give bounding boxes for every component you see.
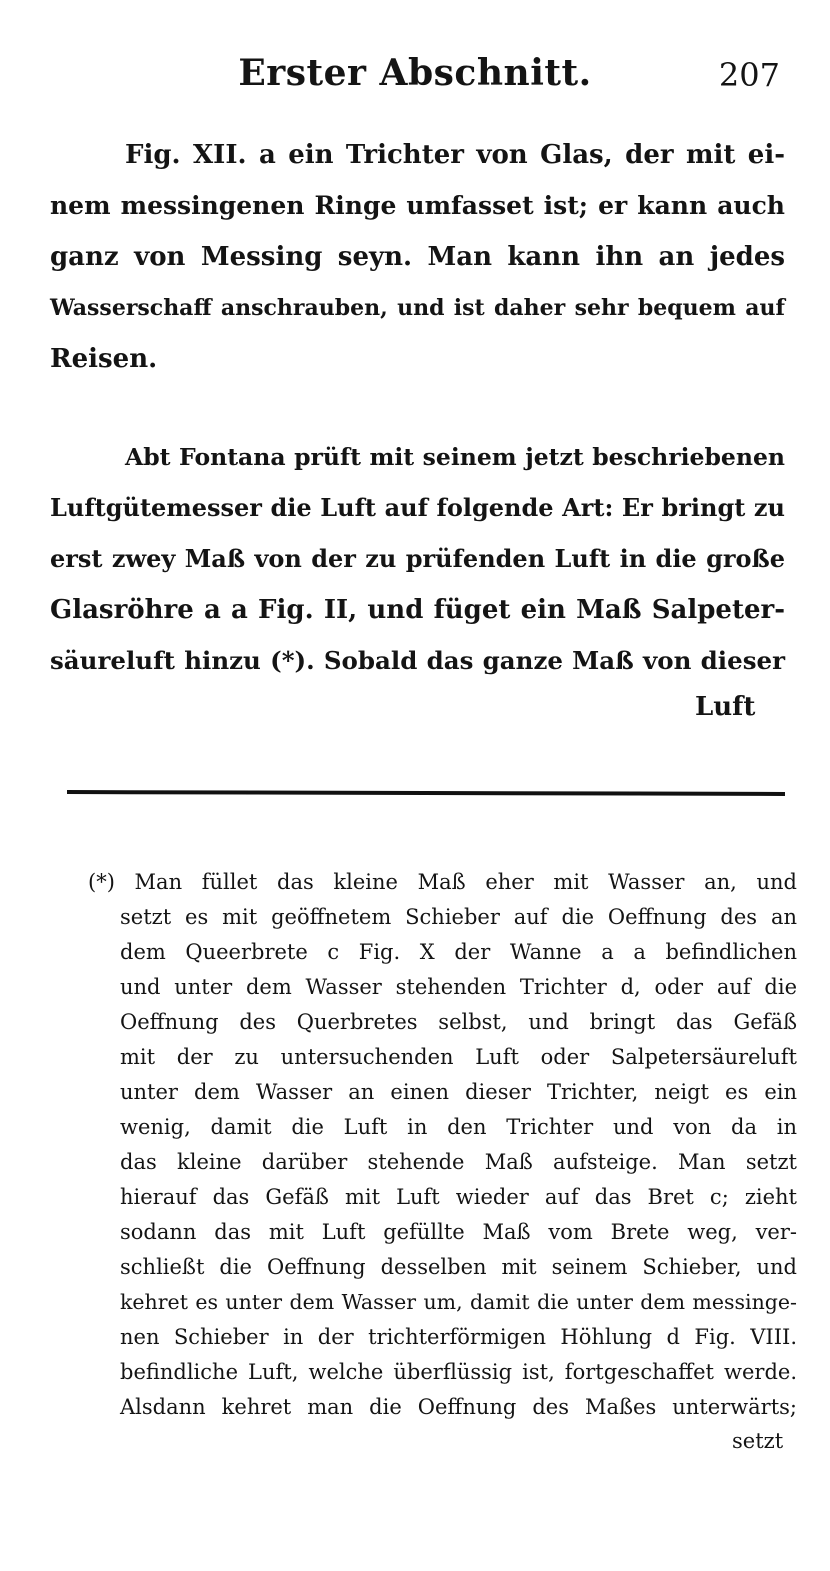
text-line: erst zwey Maß von der zu prüfenden Luft in die große [50,544,785,573]
footnote-line: sodann das mit Luft gefüllte Maß vom Brete weg, ver- [120,1220,797,1244]
footnote-line: hierauf das Gefäß mit Luft wieder auf das Bret c; zieht [120,1185,797,1209]
footnote-line: setzt es mit geöffnetem Schieber auf die Oeffnung des an [120,905,797,929]
footnote-line: befindliche Luft, welche überflüssig ist, fortgeschaffet werde. [120,1360,797,1384]
section-title: Erster Abschnitt. [238,52,592,94]
running-head [50,52,780,112]
footnote-line: schließt die Oeffnung desselben mit seinem Schieber, und [120,1255,797,1279]
footnote-line: nen Schieber in der trichterförmigen Höhlung d Fig. VIII. [120,1325,797,1349]
footnote-line: Oeffnung des Querbretes selbst, und bringt das Gefäß [120,1010,797,1034]
text-line: säureluft hinzu (*). Sobald das ganze Maß von dieser [50,646,785,675]
footnote-line: dem Queerbrete c Fig. X der Wanne a a befindlichen [120,940,797,964]
footnote-line: Alsdann kehret man die Oeffnung des Maßes unterwärts; [120,1395,797,1419]
text-line: Reisen. [50,344,158,374]
text-line: Fig. XII. a ein Trichter von Glas, der mit ei- [125,140,785,170]
text-line: Luftgütemesser die Luft auf folgende Art: Er bringt zu [50,493,785,522]
footnote-line: (*) Man füllet das kleine Maß eher mit Wasser an, und [88,870,797,894]
text-line: ganz von Messing seyn. Man kann ihn an jedes [50,242,785,272]
footnote-catchword: setzt [732,1429,784,1453]
footnote-rule [67,790,785,796]
text-line: Wasserschaff anschrauben, und ist daher sehr bequem auf [50,295,785,321]
footnote-line: das kleine darüber stehende Maß aufsteige. Man setzt [120,1150,797,1174]
text-line: Glasröhre a a Fig. II, und füget ein Maß Salpeter- [50,595,785,625]
footnote-line: kehret es unter dem Wasser um, damit die unter dem messinge- [120,1290,797,1314]
page-number: 207 [718,56,780,94]
footnote-line: wenig, damit die Luft in den Trichter und von da in [120,1115,797,1139]
text-line: nem messingenen Ringe umfasset ist; er kann auch [50,191,785,220]
footnote-line: mit der zu untersuchenden Luft oder Salpetersäureluft [120,1045,797,1069]
footnote-line: unter dem Wasser an einen dieser Trichter, neigt es ein [120,1080,797,1104]
text-line: Abt Fontana prüft mit seinem jetzt beschriebenen [125,443,785,471]
footnote-line: und unter dem Wasser stehenden Trichter d, oder auf die [120,975,797,999]
catchword: Luft [695,692,756,722]
